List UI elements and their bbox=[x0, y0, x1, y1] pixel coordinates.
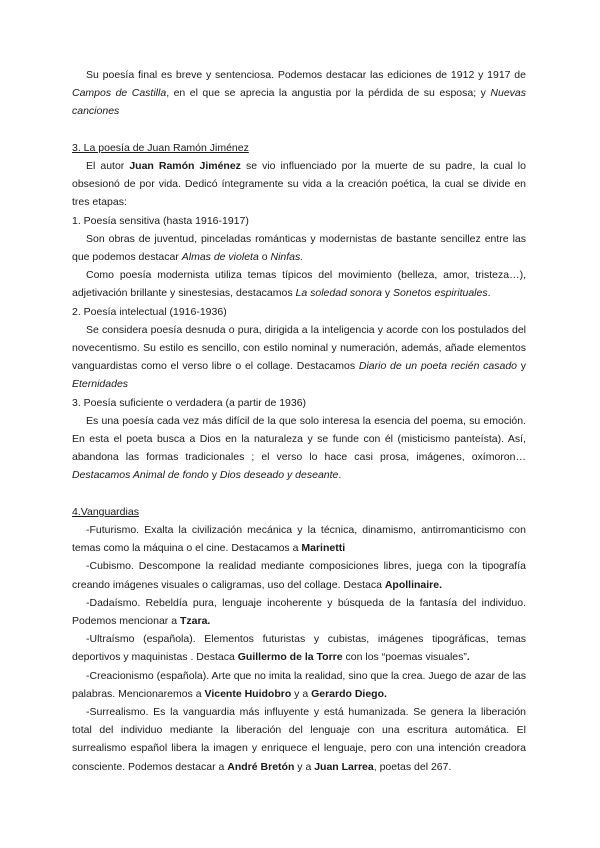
jrj-intro-paragraph: El autor Juan Ramón Jiménez se vio influenciado por la muerte de su padre, la cual lo obsesionó de por vida. Dedicó íntegramente su vida a la creación poética, la cual se divide en tres etapas: bbox=[72, 160, 526, 209]
stage1-paragraph-b: Como poesía modernista utiliza temas típicos del movimiento (belleza, amor, tristeza…), adjetivación brillante y sinestesias, destacamos La soledad sonora y Sonetos espirituales. bbox=[72, 269, 526, 300]
section-heading-vanguardias: 4.Vanguardias bbox=[72, 505, 139, 518]
dadaismo-paragraph: -Dadaísmo. Rebeldía pura, lenguaje incoherente y búsqueda de la fantasía del individuo. Podemos mencionar a Tzara. bbox=[72, 596, 526, 628]
intro-paragraph: Su poesía final es breve y sentenciosa. Podemos destacar las ediciones de 1912 y 1917 de Campos de Castilla, en el que se aprecia la angustia por la pérdida de su esposa; y Nuevas canciones bbox=[72, 69, 526, 118]
stage2-paragraph: Se considera poesía desnuda o pura, dirigida a la inteligencia y acorde con los postulados del novecentismo. Su estilo es sencillo, con estilo nominal y numeración, además, añade elementos vanguardistas como el verso libre o el collage. Destacamos Diario de un poeta recién casado y Eternidades bbox=[72, 323, 526, 391]
stage3-title: 3. Poesía suficiente o verdadera (a partir de 1936) bbox=[72, 396, 307, 409]
surrealismo-paragraph: -Surrealismo. Es la vanguardia más influyente y está humanizada. Se genera la liberación total del individuo mediante la liberación del lenguaje con una escritura automática. El surrealismo español libera la imagen y enriquece el lenguaje, pero con una intención creadora consciente. Podemos destacar a André Bretón y a Juan Larrea, poetas del 267. bbox=[72, 706, 526, 773]
stage2-title: 2. Poesía intelectual (1916-1936) bbox=[72, 305, 227, 318]
cubismo-paragraph: -Cubismo. Descompone la realidad mediante composiciones libres, juega con la tipografía creando imágenes visuales o caligramas, uso del collage. Destaca Apollinaire. bbox=[72, 560, 526, 591]
futurismo-paragraph: -Futurismo. Exalta la civilización mecánica y la técnica, dinamismo, antirromanticismo con temas como la máquina o el cine. Destacamos a Marinetti bbox=[72, 524, 526, 555]
section-heading-jrj: 3. La poesía de Juan Ramón Jiménez bbox=[72, 141, 249, 154]
stage3-paragraph: Es una poesía cada vez más difícil de la que solo interesa la esencia del poema, su emoción. En esta el poeta busca a Dios en la naturaleza y se funde con él (misticismo panteísta). Así, abandona las formas tradicionales ; el verso lo hace casi prosa, imágenes, oxímoron… Destacamos Animal de fondo y Dios deseado y deseante. bbox=[72, 414, 526, 482]
stage1-title: 1. Poesía sensitiva (hasta 1916-1917) bbox=[72, 214, 249, 227]
creacionismo-paragraph: -Creacionismo (española). Arte que no imita la realidad, sino que la crea. Juego de azar de las palabras. Mencionaremos a Vicente Huidobro y a Gerardo Diego. bbox=[72, 669, 526, 700]
stage1-paragraph-a: Son obras de juventud, pinceladas románticas y modernistas de bastante sencillez entre las que podemos destacar Almas de violeta o Ninfas. bbox=[72, 232, 526, 264]
document-page bbox=[72, 66, 526, 776]
ultraismo-paragraph: -Ultraísmo (española). Elementos futuristas y cubistas, imágenes tipográficas, temas deportivos y maquinistas . Destaca Guillermo de la Torre con los “poemas visuales”. bbox=[72, 633, 526, 664]
